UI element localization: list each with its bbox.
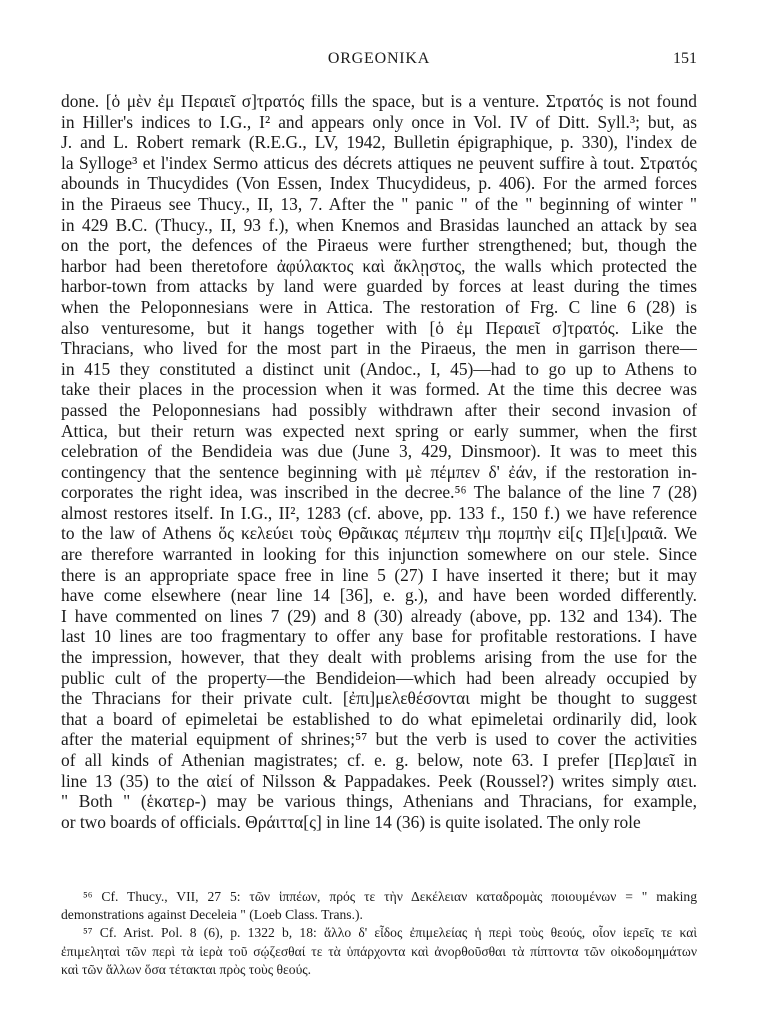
body-line: in 429 B.C. (Thucy., II, 93 f.), when Knemos and Brasidas launched an attack by sea	[61, 214, 697, 235]
body-text	[61, 91, 697, 832]
page-number: 151	[673, 50, 697, 67]
body-line: on the port, the defences of the Piraeus were further strengthened; but, though the	[61, 235, 697, 256]
body-line: there is an appropriate space free in line 5 (27) I have inserted it there; but it may	[61, 564, 697, 585]
body-line: the Thracians for their private cult. [ἐπι]μελεθέσονται might be thought to suggest	[61, 688, 697, 709]
body-line: almost restores itself. In I.G., II², 1283 (cf. above, pp. 133 f., 150 f.) we have reference	[61, 502, 697, 523]
body-line: Thracians, who lived for the most part in the Piraeus, the men in garrison there—	[61, 338, 697, 359]
body-line: in Hiller's indices to I.G., I² and appears only once in Vol. IV of Ditt. Syll.³; but, as	[61, 111, 697, 132]
body-line: passed the Peloponnesians had possibly withdrawn after their second invasion of	[61, 399, 697, 420]
body-line: when the Peloponnesians were in Attica. The restoration of Frg. C line 6 (28) is	[61, 296, 697, 317]
body-line: to the law of Athens ὅς κελεύει τοὺς Θρᾶικας πέμπειν τὴμ πομπὴν εἰ[ς Π]ε[ι]ραιᾶ. We	[61, 523, 697, 544]
body-line: of all kinds of Athenian magistrates; cf. e. g. below, note 63. I prefer [Περ]αιεῖ in	[61, 750, 697, 770]
footnote-line: καὶ τῶν ἄλλων ὅσα τέτακται πρὸς τοὺς θεούς.	[61, 961, 312, 977]
body-line: la Sylloge³ et l'index Sermo atticus des décrets attiques ne peuvent suffire à tout. Στρατός	[61, 152, 697, 173]
body-line: harbor had been theretofore ἀφύλακτος καὶ ἄκλῃστος, the walls which protected the	[61, 255, 697, 276]
footnote-56	[61, 888, 697, 924]
body-line: harbor-town from attacks by land were guarded by forces at least during the times	[61, 276, 697, 297]
body-line: also venturesome, but it hangs together with [ὁ ἐμ Περαιεῖ σ]τρατός. Like the	[61, 317, 697, 338]
body-line: line 13 (35) to the αἰεί of Nilsson & Pappadakes. Peek (Roussel?) writes simply αιει.	[61, 770, 697, 791]
body-line: have come elsewhere (near line 14 [36], e. g.), and have been worded differently.	[61, 585, 697, 606]
body-line: I have commented on lines 7 (29) and 8 (30) already (above, pp. 132 and 134). The	[61, 605, 697, 626]
body-line: abounds in Thucydides (Von Essen, Index Thucydideus, p. 406). For the armed forces	[61, 173, 697, 194]
body-line: in the Piraeus see Thucy., II, 13, 7. After the " panic " of the " beginning of winter "	[61, 193, 697, 214]
body-line: that a board of epimeletai be established to do what epimeletai ordinarily did, look	[61, 708, 697, 729]
body-line: corporates the right idea, was inscribed in the decree.⁵⁶ The balance of the line 7 (28)	[61, 482, 697, 503]
body-line: " Both " (ἑκατερ-) may be various things, Athenians and Thracians, for example,	[61, 791, 697, 812]
body-line: are therefore warranted in looking for this injunction somewhere on our stele. Since	[61, 544, 697, 565]
running-title: ORGEONIKA	[327, 50, 431, 67]
footnote-line: ⁵⁷ Cf. Arist. Pol. 8 (6), p. 1322 b, 18: ἄλλο δ' εἶδος ἐπιμελείας ἡ περὶ τοὺς θεούς, οἷον ἱερεῖς τε καὶ	[83, 925, 697, 941]
body-line: in 415 they constituted a distinct unit (Andoc., I, 45)—had to go up to Athens to	[61, 358, 697, 379]
footnote-line: ⁵⁶ Cf. Thucy., VII, 27 5: τῶν ἱππέων, πρός τε τὴν Δεκέλειαν καταδρομὰς ποιουμένων = " making	[83, 889, 697, 904]
body-line: Attica, but their return was expected next spring or early summer, when the first	[61, 420, 697, 441]
running-head	[61, 50, 697, 72]
body-line: the impression, however, that they dealt with problems arising from the use for the	[61, 647, 697, 668]
body-line: public cult of the property—the Bendideion—which had been already occupied by	[61, 667, 697, 688]
footnotes	[61, 888, 697, 979]
body-line: contingency that the sentence beginning with μὲ πέμπεν δ' ἐάν, if the restoration in-	[61, 461, 697, 482]
body-line: after the material equipment of shrines;⁵⁷ but the verb is used to cover the activities	[61, 729, 697, 750]
footnote-line: ἐπιμεληταὶ τῶν περὶ τὰ ἱερὰ τοῦ σῴζεσθαί τε τὰ ὑπάρχοντα καὶ ἀνορθοῦσθαι τὰ πίπτοντα τῶν οἰκοδομημάτων	[61, 943, 697, 959]
body-line: or two boards of officials. Θράιττα[ς] in line 14 (36) is quite isolated. The only role	[61, 811, 641, 832]
body-line: celebration of the Bendideia was due (June 3, 429, Dinsmoor). It was to meet this	[61, 441, 697, 462]
body-line: last 10 lines are too fragmentary to offer any base for profitable restorations. I have	[61, 626, 697, 647]
body-line: J. and L. Robert remark (R.E.G., LV, 1942, Bulletin épigraphique, p. 330), l'index de	[61, 132, 697, 153]
footnote-57	[61, 924, 697, 979]
body-line: take their places in the procession when it was formed. At the time this decree was	[61, 379, 697, 400]
footnote-line: demonstrations against Deceleia " (Loeb Class. Trans.).	[61, 907, 363, 923]
body-line: done. [ὁ μὲν ἐμ Περαιεῖ σ]τρατός fills the space, but is a venture. Στρατός is not found	[61, 91, 697, 111]
